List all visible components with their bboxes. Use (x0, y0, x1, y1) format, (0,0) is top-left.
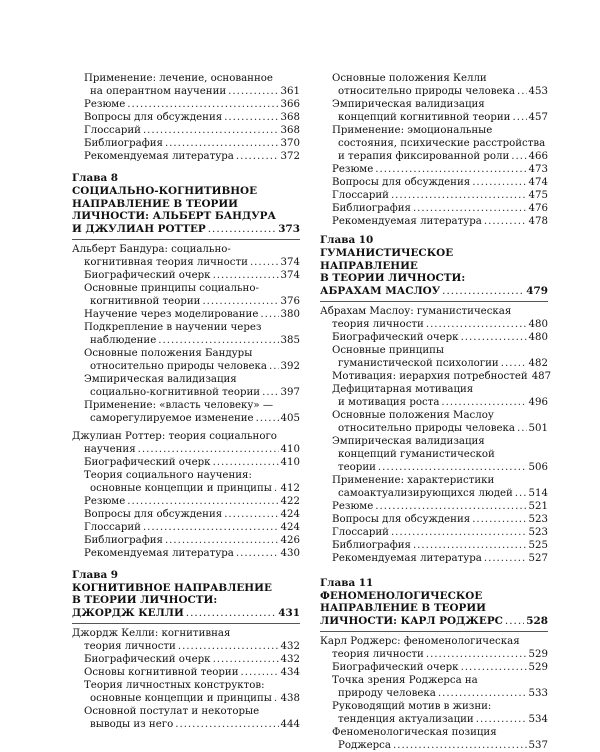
toc-section: Карл Роджерс: феноменологическая (320, 635, 520, 647)
toc-entry: Эмпирическая валидизация (332, 435, 485, 447)
toc-entry: Применение: лечение, основанное (84, 73, 273, 84)
divider (72, 239, 300, 240)
toc-entry: Вопросы для обсуждения ..... 523 (320, 513, 548, 526)
toc-entry: Рекомендуемая литература ..... 478 (320, 215, 548, 228)
toc-entry: Резюме ..... 521 (320, 500, 548, 513)
chapter-title: КОГНИТИВНОЕ НАПРАВЛЕНИЕ (72, 581, 272, 594)
chapter-title: В ТЕОРИИ ЛИЧНОСТИ: (320, 272, 466, 285)
toc-entry: Глоссарий ..... 523 (320, 526, 548, 539)
toc-entry: Библиография ..... 370 (72, 137, 300, 150)
toc-section: Абрахам Маслоу: гуманистическая (320, 305, 512, 317)
chapter-title: СОЦИАЛЬНО-КОГНИТИВНОЕ (72, 185, 258, 197)
toc-entry: наблюдение ..... 385 (72, 334, 300, 347)
toc-entry: Биографический очерк ..... 374 (72, 269, 300, 282)
toc-entry: Научение через моделирование ..... 380 (72, 308, 300, 321)
toc-entry: социально-когнитивной теории ..... 397 (72, 386, 300, 399)
toc-section: теория личности ..... 480 (320, 318, 548, 331)
toc-entry: Мотивация: иерархия потребностей 487 (332, 370, 552, 382)
page-number: 479 (526, 284, 548, 297)
toc-entry: Эмпирическая валидизация (332, 99, 485, 110)
divider (320, 301, 548, 302)
toc-entry: Библиография ..... 525 (320, 539, 548, 552)
toc-entry: Основные принципы социально- (84, 282, 259, 294)
toc-entry: Эмпирическая валидизация (84, 373, 237, 385)
toc-section: научения ..... 410 (72, 443, 300, 456)
toc-entry: Резюме ..... 422 (72, 495, 300, 508)
toc-entry: концепций когнитивной теории ..... 457 (320, 111, 548, 124)
toc-section: теория личности ..... 432 (72, 640, 300, 653)
toc-entry: Основные положения Маслоу (332, 409, 494, 421)
chapter-title: ГУМАНИСТИЧЕСКОЕ НАПРАВЛЕНИЕ (320, 247, 454, 272)
toc-entry: Глоссарий ..... 368 (72, 124, 300, 137)
toc-entry: и мотивация роста ..... 496 (320, 396, 548, 409)
toc-entry: Глоссарий ..... 424 (72, 521, 300, 534)
toc-entry: Основные принципы (332, 344, 445, 356)
toc-entry: Вопросы для обсуждения ..... 424 (72, 508, 300, 521)
chapter-label: Глава 11 (320, 576, 374, 589)
toc-entry: относительно природы человека ..... 392 (72, 360, 300, 373)
toc-entry: Основы когнитивной теории ..... 434 (72, 666, 300, 679)
toc-entry: Рекомендуемая литература ..... 527 (320, 552, 548, 565)
chapter-label: Глава 9 (72, 568, 119, 581)
toc-entry: Применение: «власть человеку» — (84, 399, 274, 411)
toc-entry: Биографический очерк ..... 480 (320, 331, 548, 344)
chapter-title: ЛИЧНОСТИ: АЛЬБЕРТ БАНДУРА (72, 210, 276, 223)
toc-entry: гуманистической психологии ..... 482 (320, 357, 548, 370)
toc-entry: Феноменологическая позиция (332, 726, 497, 738)
toc-entry: Вопросы для обсуждения ..... 474 (320, 176, 548, 189)
toc-entry: Основные положения Бандуры (84, 347, 253, 359)
toc-entry: на оперантном научении ..... 361 (72, 85, 300, 98)
toc-entry: Точка зрения Роджерса на (332, 674, 478, 686)
page-number: 431 (278, 606, 300, 619)
toc-entry: Применение: эмоциональные (332, 125, 493, 136)
toc-entry: Рекомендуемая литература ..... 372 (72, 150, 300, 163)
toc-entry: относительно природы человека ..... 453 (320, 85, 548, 98)
toc-entry: Основной постулат и некоторые (84, 705, 260, 717)
chapter-title: НАПРАВЛЕНИЕ В ТЕОРИИ (72, 197, 238, 210)
toc-entry: самоактуализирующихся людей ..... 514 (320, 487, 548, 500)
toc-entry: саморегулируемое изменение ..... 405 (72, 412, 300, 425)
chapter-label: Глава 10 (320, 234, 374, 246)
page-number: 373 (278, 222, 300, 235)
toc-entry: Резюме ..... 366 (72, 98, 300, 111)
toc-entry: основные концепции и принципы ..... 438 (72, 692, 300, 705)
chapter-title: ДЖОРДЖ КЕЛЛИ ..... 431 (72, 607, 300, 620)
toc-right-column (320, 72, 552, 752)
toc-entry: природу человека ..... 533 (320, 687, 548, 700)
toc-entry: Библиография ..... 426 (72, 534, 300, 547)
toc-left-column (72, 72, 300, 731)
toc-entry: Биографический очерк ..... 529 (320, 661, 548, 674)
toc-entry: состояния, психические расстройства (338, 138, 546, 149)
toc-entry: Биографический очерк ..... 410 (72, 456, 300, 469)
chapter-title: ЛИЧНОСТИ: КАРЛ РОДЖЕРС ..... 528 (320, 615, 548, 628)
toc-section: Джулиан Роттер: теория социального (72, 430, 277, 442)
toc-entry: Подкрепление в научении через (84, 321, 262, 333)
page-number: 528 (526, 614, 548, 627)
toc-section: когнитивная теория личности ..... 374 (72, 256, 300, 269)
chapter-title: ФЕНОМЕНОЛОГИЧЕСКОЕ (320, 589, 483, 602)
chapter-label: Глава 8 (72, 172, 119, 184)
chapter-title: И ДЖУЛИАН РОТТЕР ..... 373 (72, 223, 300, 236)
toc-entry: Резюме ..... 473 (320, 163, 548, 176)
toc-entry: и терапия фиксированной роли ..... 466 (320, 150, 548, 163)
toc-entry: Дефицитарная мотивация (332, 383, 474, 395)
toc-entry: Биографический очерк ..... 432 (72, 653, 300, 666)
toc-entry: Глоссарий ..... 475 (320, 189, 548, 202)
toc-entry: теории ..... 506 (320, 461, 548, 474)
toc-section: Джордж Келли: когнитивная (72, 627, 231, 639)
toc-section: Альберт Бандура: социально- (72, 243, 231, 255)
toc-entry: Теория социального научения: (84, 469, 252, 481)
toc-entry: Библиография ..... 476 (320, 202, 548, 215)
toc-entry: Роджерса ..... 537 (320, 739, 548, 752)
toc-section: теория личности ..... 529 (320, 648, 548, 661)
divider (320, 631, 548, 632)
toc-entry: Теория личностных конструктов: (84, 679, 265, 691)
toc-entry: Вопросы для обсуждения ..... 368 (72, 111, 300, 124)
chapter-title: АБРАХАМ МАСЛОУ ..... 479 (320, 285, 548, 298)
toc-entry: выводы из него ..... 444 (72, 718, 300, 731)
toc-entry: относительно природы человека ..... 501 (320, 422, 548, 435)
toc-entry: концепций гуманистической (338, 448, 495, 460)
toc-entry: основные концепции и принципы ..... 412 (72, 482, 300, 495)
page-number: 361 (280, 86, 300, 97)
toc-entry: тенденция актуализации ..... 534 (320, 713, 548, 726)
divider (72, 623, 300, 624)
toc-entry: Рекомендуемая литература ..... 430 (72, 547, 300, 560)
toc-entry: когнитивной теории ..... 376 (72, 295, 300, 308)
chapter-title: НАПРАВЛЕНИЕ В ТЕОРИИ (320, 602, 486, 615)
chapter-title: В ТЕОРИИ ЛИЧНОСТИ: (72, 594, 218, 607)
toc-entry: Основные положения Келли (332, 73, 487, 84)
toc-entry: Применение: характеристики (332, 474, 495, 486)
toc-entry: Руководящий мотив в жизни: (332, 700, 492, 712)
